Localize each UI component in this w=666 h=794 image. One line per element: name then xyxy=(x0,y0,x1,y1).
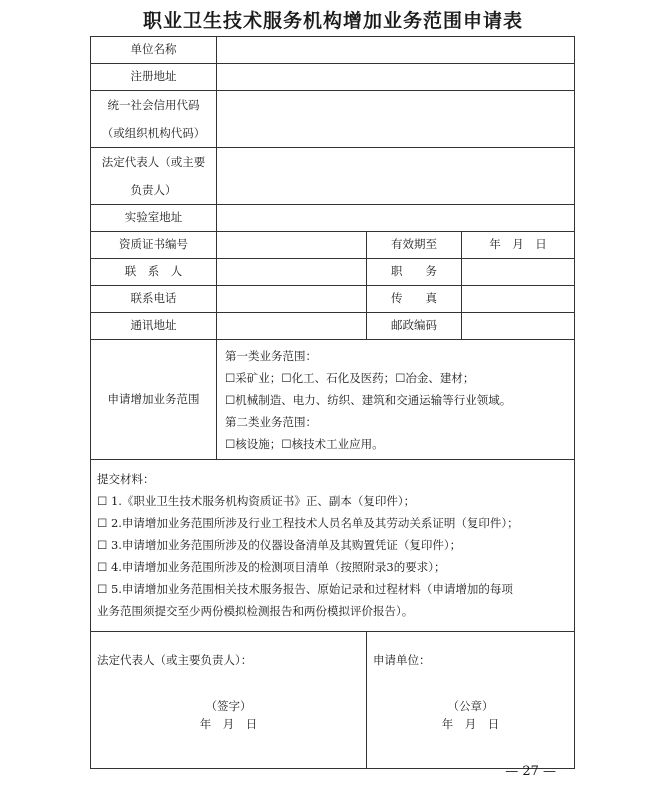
label-postcode: 邮政编码 xyxy=(367,313,462,340)
label-mail-address: 通讯地址 xyxy=(91,313,217,340)
value-valid-date[interactable]: 年 月 日 xyxy=(462,232,575,259)
value-legal-rep[interactable] xyxy=(217,148,575,205)
row-lab-address xyxy=(91,205,575,232)
label-scope: 申请增加业务范围 xyxy=(91,340,217,460)
materials-heading: 提交材料： xyxy=(97,471,155,486)
value-contact[interactable] xyxy=(217,259,367,286)
value-unit-name[interactable] xyxy=(217,37,575,64)
applicant-unit-label: 申请单位： xyxy=(373,653,431,667)
value-fax[interactable] xyxy=(462,286,575,313)
scope-cat1-options-2[interactable]: ☐机械制造、电力、纺织、建筑和交通运输等行业领域。 xyxy=(225,392,512,407)
label-credit-code xyxy=(91,91,217,148)
row-credit-code xyxy=(91,91,575,148)
signature-date-left: 年 月 日 xyxy=(199,717,258,731)
scope-cat2-options[interactable]: ☐核设施；☐核技术工业应用。 xyxy=(225,436,384,451)
label-unit-name: 单位名称 xyxy=(91,37,217,64)
label-legal-rep xyxy=(91,148,217,205)
value-lab-address[interactable] xyxy=(217,205,575,232)
value-reg-address[interactable] xyxy=(217,64,575,91)
value-position[interactable] xyxy=(462,259,575,286)
row-cert xyxy=(91,232,575,259)
row-materials xyxy=(91,460,575,632)
materials-section xyxy=(91,460,575,632)
signature-left[interactable] xyxy=(91,632,367,769)
row-mail xyxy=(91,313,575,340)
label-fax: 传 真 xyxy=(367,286,462,313)
label-cert-no: 资质证书编号 xyxy=(91,232,217,259)
signature-date-right: 年 月 日 xyxy=(441,717,500,731)
scope-cat1-options-1[interactable]: ☐采矿业；☐化工、石化及医药；☐冶金、建材； xyxy=(225,370,475,385)
value-postcode[interactable] xyxy=(462,313,575,340)
label-position: 职 务 xyxy=(367,259,462,286)
row-legal-rep xyxy=(91,148,575,205)
row-contact xyxy=(91,259,575,286)
signature-right[interactable] xyxy=(367,632,575,769)
value-mail-address[interactable] xyxy=(217,313,367,340)
material-item-5[interactable]: ☐ 5.申请增加业务范围相关技术服务报告、原始记录和过程材料（申请增加的每项 xyxy=(97,581,513,596)
label-legal-rep-line1: 法定代表人（或主要 xyxy=(101,155,206,169)
material-item-4[interactable]: ☐ 4.申请增加业务范围所涉及的检测项目清单（按照附录3的要求）； xyxy=(97,559,446,574)
application-form-table xyxy=(90,36,575,769)
value-cert-no[interactable] xyxy=(217,232,367,259)
signature-note: （签字） xyxy=(205,699,252,713)
scope-cat2-title: 第二类业务范围： xyxy=(225,414,317,429)
scope-options xyxy=(217,340,575,460)
material-item-1[interactable]: ☐ 1.《职业卫生技术服务机构资质证书》正、副本（复印件）； xyxy=(97,493,416,508)
row-phone xyxy=(91,286,575,313)
scope-cat1-title: 第一类业务范围： xyxy=(225,348,317,363)
material-item-3[interactable]: ☐ 3.申请增加业务范围所涉及的仪器设备清单及其购置凭证（复印件）； xyxy=(97,537,462,552)
row-scope xyxy=(91,340,575,460)
row-signatures xyxy=(91,632,575,769)
value-phone[interactable] xyxy=(217,286,367,313)
row-reg-address xyxy=(91,64,575,91)
label-contact: 联 系 人 xyxy=(91,259,217,286)
label-reg-address: 注册地址 xyxy=(91,64,217,91)
row-unit-name xyxy=(91,37,575,64)
label-phone: 联系电话 xyxy=(91,286,217,313)
label-credit-code-line2: （或组织机构代码） xyxy=(101,126,206,140)
page-number: — 27 — xyxy=(505,764,556,779)
label-valid-until: 有效期至 xyxy=(367,232,462,259)
value-credit-code[interactable] xyxy=(217,91,575,148)
seal-note: （公章） xyxy=(447,699,494,713)
material-item-2[interactable]: ☐ 2.申请增加业务范围所涉及行业工程技术人员名单及其劳动关系证明（复印件）； xyxy=(97,515,519,530)
label-lab-address: 实验室地址 xyxy=(91,205,217,232)
label-credit-code-line1: 统一社会信用代码 xyxy=(107,98,200,112)
form-title: 职业卫生技术服务机构增加业务范围申请表 xyxy=(142,10,523,32)
label-legal-rep-line2: 负责人） xyxy=(130,183,177,197)
material-item-5-cont: 业务范围须提交至少两份模拟检测报告和两份模拟评价报告）。 xyxy=(97,603,414,618)
legal-rep-signature-label: 法定代表人（或主要负责人）： xyxy=(97,653,253,667)
